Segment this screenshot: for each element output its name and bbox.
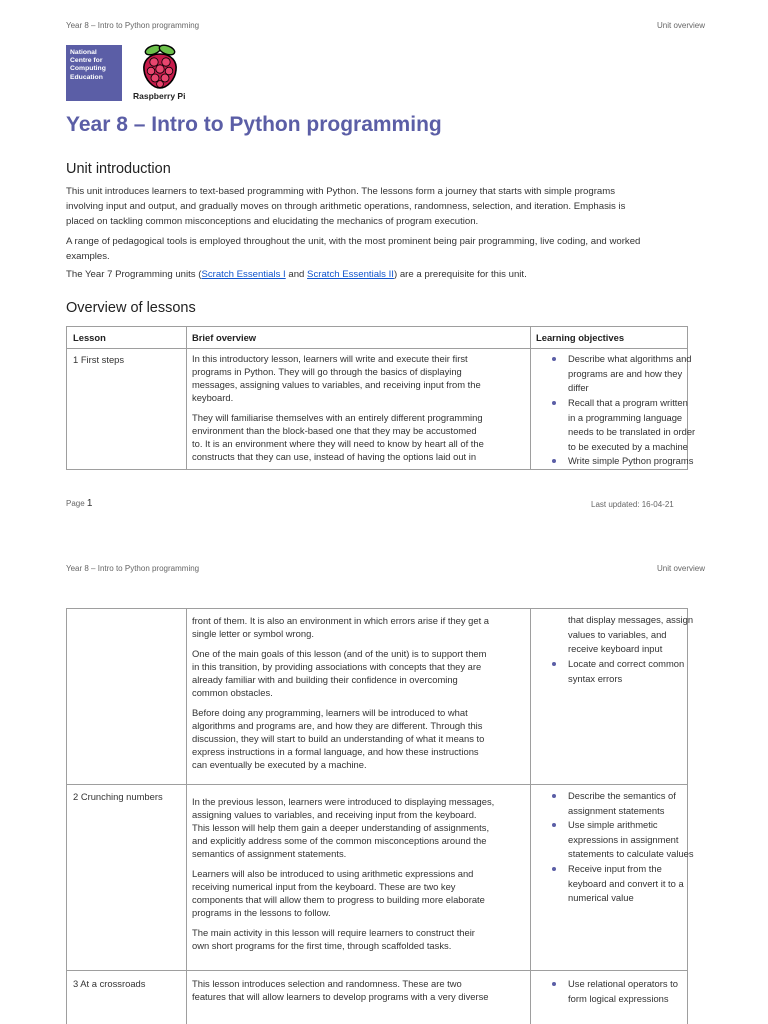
running-header-title: Year 8 – Intro to Python programming [66, 564, 200, 573]
lesson-name: 1 First steps [73, 354, 125, 365]
bullet-icon [552, 357, 556, 361]
ncce-logo-line: National [70, 49, 97, 56]
lesson-name: 3 At a crossroads [73, 978, 146, 989]
bullet-icon [552, 982, 556, 986]
bullet-icon [552, 867, 556, 871]
ncce-logo-line: Education [70, 73, 103, 81]
raspberry-pi-logo-text: Raspberry Pi [133, 91, 186, 101]
scratch-essentials-2-link[interactable]: Scratch Essentials II [307, 269, 394, 280]
intro-paragraph: This unit introduces learners to text-based programming with Python. The lessons form a journey that starts with simple programs involving input and output, and gradually moves on through arithmetic operations, randomness, selection, and iteration. Emphasis is placed on tackling common misconceptions and elucidating the mechanics of program execution. [66, 186, 626, 227]
col-header-lesson: Lesson [73, 332, 106, 343]
running-header-doc-type: Unit overview [657, 21, 706, 30]
objective-item: Recall that a program written in a programming language needs to be translated in order to be executed by a machine [568, 397, 696, 452]
running-header-doc-type: Unit overview [657, 564, 706, 573]
col-header-overview: Brief overview [192, 332, 257, 343]
pedagogy-paragraph: A range of pedagogical tools is employed throughout the unit, with the most prominent being pair programming, live coding, and worked examples. [66, 236, 641, 262]
scratch-essentials-1-link[interactable]: Scratch Essentials I [201, 269, 286, 280]
objective-item: Use simple arithmetic expressions in assignment statements to calculate values [568, 819, 694, 860]
bullet-icon [552, 459, 556, 463]
ncce-logo-line: Centre for [70, 57, 103, 65]
ncce-logo [66, 45, 122, 101]
objective-item: Describe the semantics of assignment statements [568, 790, 676, 816]
lesson-overview-continued: front of them. It is also an environment in which errors arise if they get a single letter or symbol wrong. One of the main goals of this lesson (and of the unit) is to support them in this transition, by providing associations with concepts that they are already familiar with and building their confidence in overcoming common obstacles. Before doing any programming, learners will be introduced to what algorithms and programs are, and how they are different. Through this discussion, they will start to build an understanding of what it means to express instructions in a formal language, and how these instructions can eventually be executed by a machine. [192, 615, 490, 770]
lesson-name: 2 Crunching numbers [73, 791, 163, 802]
page-number: Page 1 [66, 498, 93, 509]
objective-item: Describe what algorithms and programs are and how they differ [568, 353, 692, 394]
lesson-overview: In the previous lesson, learners were introduced to displaying messages, assigning values to variables, and receiving input from the keyboard. This lesson will help them gain a deeper understanding of assignments, and explicitly address some of the common misconceptions around the semantics of assignment statements. Learners will also be introduced to using arithmetic expressions and receiving numerical input from the keyboard. These are two key components that will allow them to progress to building more elaborate programs in the lessons to follow. The main activity in this lesson will require learners to construct their own short programs for the first time, through scaffolded tasks. [192, 796, 495, 951]
bullet-icon [552, 662, 556, 666]
objective-item-continued: that display messages, assign values to variables, and receive keyboard input [568, 614, 694, 655]
unit-intro-heading: Unit introduction [66, 161, 171, 177]
objective-item: Use relational operators to form logical expressions [568, 978, 678, 1004]
running-header-title: Year 8 – Intro to Python programming [66, 21, 200, 30]
bullet-icon [552, 823, 556, 827]
bullet-icon [552, 794, 556, 798]
objective-item: Receive input from the keyboard and convert it to a numerical value [568, 863, 684, 904]
bullet-icon [552, 401, 556, 405]
prerequisite-paragraph: The Year 7 Programming units (Scratch Essentials I and Scratch Essentials II) are a prerequisite for this unit. [66, 269, 527, 280]
lesson-overview: This lesson introduces selection and randomness. These are two features that will allow learners to develop programs with a very diverse [192, 978, 489, 1002]
objective-item: Locate and correct common syntax errors [568, 658, 685, 684]
objective-item: Write simple Python programs [568, 455, 694, 466]
raspberry-pi-logo-icon [140, 44, 180, 90]
page-title: Year 8 – Intro to Python programming [66, 113, 442, 136]
ncce-logo-line: Computing [70, 65, 106, 73]
overview-heading: Overview of lessons [66, 300, 196, 316]
lesson-overview: In this introductory lesson, learners will write and execute their first programs in Python. They will go through the basics of displaying messages, assigning values to variables, and receiving input from the keyboard. They will familiarise themselves with an entirely different programming environment than the block-based one that they may be accustomed to. It is an environment where they will need to know by heart all of the constructs that they can use, instead of having the options laid out in [192, 353, 484, 462]
last-updated: Last updated: 16-04-21 [591, 500, 674, 509]
col-header-objectives: Learning objectives [536, 332, 625, 343]
